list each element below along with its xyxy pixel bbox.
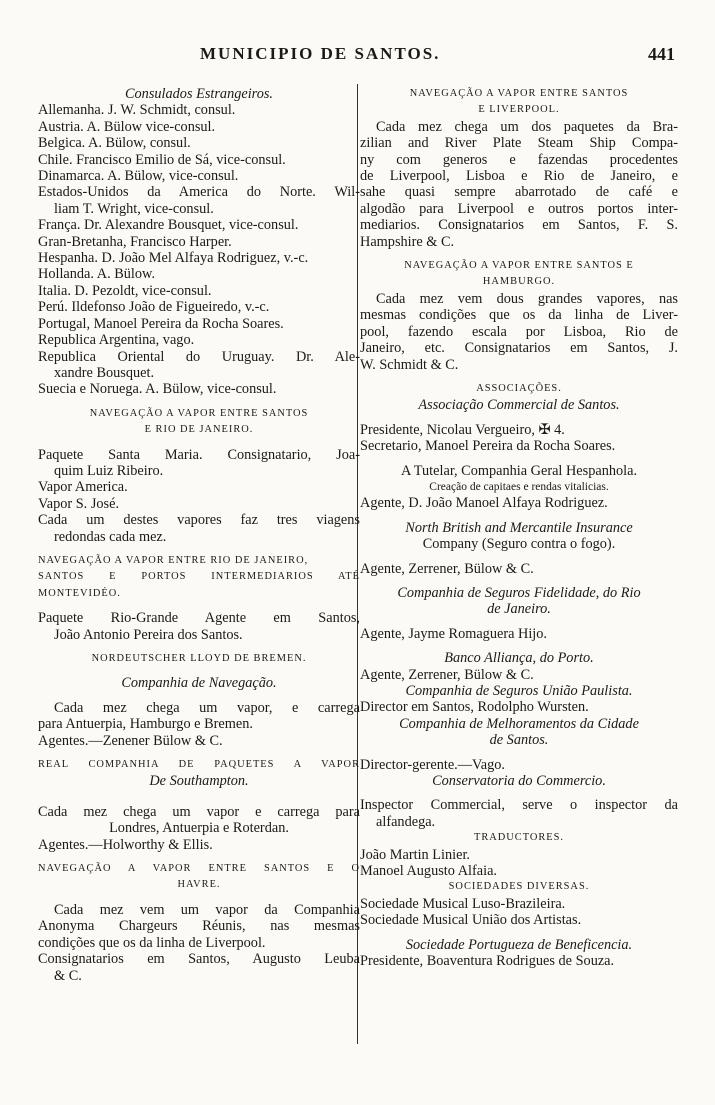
left-line: Suecia e Noruega. A. Bülow, vice-consul. [38,381,277,398]
left-line: Estados-Unidos da America do Norte. Wil- [38,184,360,201]
right-line: Companhia de Melhoramentos da Cidade [399,715,639,732]
right-line: North British and Mercantile Insurance [405,519,633,536]
left-line: NORDEUTSCHER LLOYD DE BREMEN. [91,653,307,664]
right-line: NAVEGAÇÃO A VAPOR ENTRE SANTOS [409,88,629,99]
left-line: Austria. A. Bülow vice-consul. [38,118,216,135]
right-line: W. Schmidt & C. [360,356,459,373]
right-line: Company (Seguro contra o fogo). [422,536,616,553]
right-line: alfandega. [376,813,436,830]
spacer [360,618,678,626]
left-line: NAVEGAÇÃO A VAPOR ENTRE SANTOS [89,407,309,419]
left-line: De Southampton. [149,773,249,790]
spacer [38,749,360,757]
spacer [360,455,678,463]
spacer [360,789,678,797]
left-line: Republica Oriental do Uruguay. Dr. Ale- [38,348,360,365]
right-column [360,86,678,970]
left-line: Consignatarios em Santos, Augusto Leuba [38,951,360,968]
left-line: SANTOS E PORTOS INTERMEDIARIOS ATÉ [38,571,360,583]
right-line: Cada mez chega um dos paquetes da Bra- [376,118,678,135]
left-line: Londres, Antuerpia e Roterdan. [109,820,289,837]
left-line: liam T. Wright, vice-consul. [54,200,214,217]
right-line: TRADUCTORES. [473,832,565,844]
right-line: E LIVERPOOL. [478,104,560,116]
right-line: Agente, D. João Manoel Alfaya Rodriguez. [360,495,608,512]
right-line: Creação de capitaes e rendas vitalicias. [429,480,609,493]
right-line: Janeiro, etc. Consignatarios em Santos, J. [360,340,678,357]
spacer [38,853,360,861]
left-line: & C. [54,967,82,984]
right-line: Sociedade Musical União dos Artistas. [360,912,582,929]
left-line: França. Dr. Alexandre Bousquet, vice-consul. [38,217,299,234]
running-title: MUNICIPIO DE SANTOS. [200,44,441,63]
right-line: pool, fazendo escala por Lisboa, Rio de [360,323,678,340]
left-line: Gran-Bretanha, Francisco Harper. [38,233,232,250]
left-line: Republica Argentina, vago. [38,332,195,349]
left-line: condições que os da linha de Liverpool. [38,934,266,951]
spacer [360,250,678,258]
left-line: Vapor America. [38,479,128,496]
right-line: Sociedade Musical Luso-Brazileira. [360,895,566,912]
left-line: Hollanda. A. Bülow. [38,266,156,283]
right-line: de Liverpool, Lisboa e Rio de Janeiro, e [360,168,678,185]
right-line: ny com generos e fazendas procedentes [360,151,678,168]
left-line: E RIO DE JANEIRO. [144,424,254,436]
left-line: Paquete Santa Maria. Consignatario, Joa- [38,446,360,463]
right-line: Hampshire & C. [360,233,455,250]
spacer [38,894,360,902]
left-line: Agentes.—Zenener Bülow & C. [38,732,223,749]
left-column [38,86,360,984]
spacer [360,414,678,422]
right-line: Director em Santos, Rodolpho Wursten. [360,699,589,716]
left-line: Vapor S. José. [38,495,120,512]
left-line: Cada mez vem um vapor da Companhia [54,901,360,918]
left-line: MONTEVIDÉO. [38,587,121,599]
left-line: quim Luiz Ribeiro. [54,462,164,479]
left-line: Consulados Estrangeiros. [124,86,274,102]
left-line: Paquete Rio-Grande Agente em Santos, [38,610,360,627]
left-line: para Antuerpia, Hamburgo e Bremen. [38,716,253,733]
right-line: Cada mez vem dous grandes vapores, nas [376,290,678,307]
right-line: algodão para Liverpool e outros portos inter- [360,200,678,217]
right-line: sahe quasi sempre abarrotado de café e [360,184,678,201]
right-line: Banco Alliança, do Porto. [444,650,594,667]
page-header [0,44,715,70]
left-line: Agentes.—Holworthy & Ellis. [38,836,213,853]
left-line: NAVEGAÇÃO A VAPOR ENTRE SANTOS E O [38,863,360,875]
right-line: Presidente, Boaventura Rodrigues de Souza. [360,953,615,970]
right-line: Presidente, Nicolau Vergueiro, ✠ 4. [360,421,565,438]
right-line: NAVEGAÇÃO A VAPOR ENTRE SANTOS E [404,260,634,272]
left-line: HAVRE. [177,879,221,891]
left-line: Perú. Ildefonso João de Figueiredo, v.-c. [38,299,270,316]
spacer [38,790,360,804]
right-line: João Martin Linier. [360,846,470,863]
spacer [38,667,360,675]
right-line: mesmas condições que os da linha de Liver- [360,307,678,324]
spacer [38,643,360,651]
right-line: Manoel Augusto Alfaia. [360,863,497,880]
left-line: Cada um destes vapores faz tres viagens [38,512,360,529]
left-line: Anonyma Chargeurs Réunis, nas mesmas [38,918,360,935]
spacer [38,545,360,553]
right-line: HAMBURGO. [482,276,556,288]
right-line: SOCIEDADES DIVERSAS. [448,881,590,893]
left-line: xandre Bousquet. [54,364,155,381]
spacer [38,602,360,610]
left-line: redondas cada mez. [54,528,167,545]
spacer [360,512,678,520]
spacer [360,373,678,381]
right-line: de Janeiro. [487,601,551,618]
right-line: Companhia de Seguros União Paulista. [405,683,633,699]
left-line: Allemanha. J. W. Schmidt, consul. [38,102,236,119]
left-line: Hespanha. D. João Mel Alfaya Rodriguez, v.-c. [38,250,309,267]
right-line: Sociedade Portugueza de Beneficencia. [405,936,633,953]
right-line: ASSOCIAÇÕES. [476,382,562,394]
spacer [360,929,678,937]
spacer [38,439,360,447]
left-line: Belgica. A. Bülow, consul. [38,135,191,152]
spacer [360,749,678,757]
left-line: Cada mez chega um vapor, e carrega [54,699,360,716]
spacer [38,398,360,406]
right-line: Agente, Jayme Romaguera Hijo. [360,625,547,642]
right-line: A Tutelar, Companhia Geral Hespanhola. [400,462,638,479]
right-line: Conservatoria do Commercio. [432,773,606,790]
left-line: Dinamarca. A. Bülow, vice-consul. [38,168,239,185]
right-line: Companhia de Seguros Fidelidade, do Rio [397,584,641,601]
right-line: mediarios. Consignatarios em Santos, F. S. [360,217,678,234]
left-line: Companhia de Navegação. [121,675,277,692]
spacer [360,577,678,585]
left-line: Portugal, Manoel Pereira da Rocha Soares. [38,315,284,332]
left-line: Chile. Francisco Emilio de Sá, vice-consul. [38,151,286,168]
left-line: Italia. D. Pezoldt, vice-consul. [38,282,212,299]
right-line: Secretario, Manoel Pereira da Rocha Soares. [360,438,616,455]
right-line: Associação Commercial de Santos. [418,397,620,414]
spacer [360,642,678,650]
page-number: 441 [648,44,675,64]
left-line: REAL COMPANHIA DE PAQUETES A VAPOR [38,759,360,771]
right-line: zilian and River Plate Steam Ship Compa- [360,135,678,152]
right-line: de Santos. [489,732,549,749]
left-line: João Antonio Pereira dos Santos. [54,626,243,643]
left-line: NAVEGAÇÃO A VAPOR ENTRE RIO DE JANEIRO, [38,554,309,566]
right-line: Agente, Zerrener, Bülow & C. [360,666,534,683]
right-line: Director-gerente.—Vago. [360,756,505,773]
spacer [38,692,360,700]
right-line: Inspector Commercial, serve o inspector da [360,797,678,814]
right-line: Agente, Zerrener, Bülow & C. [360,560,534,577]
left-line: Cada mez chega um vapor e carrega para [38,803,360,820]
spacer [360,553,678,561]
